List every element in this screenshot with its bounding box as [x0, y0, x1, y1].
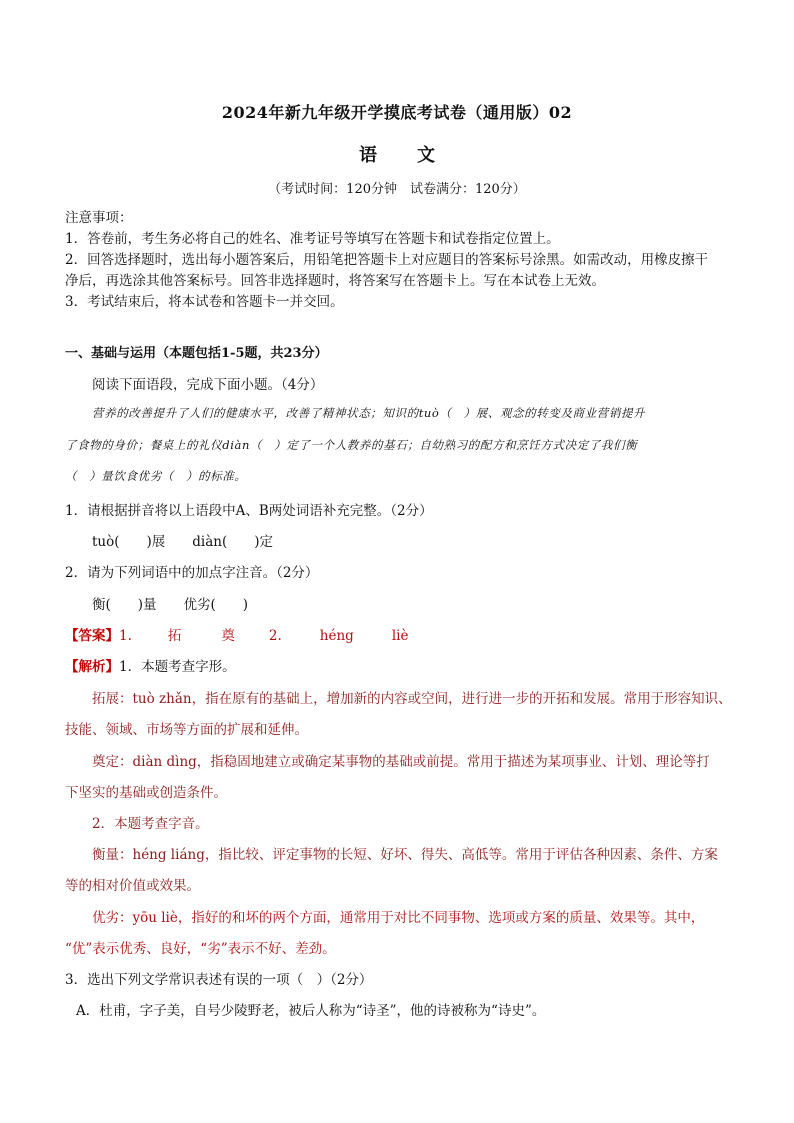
question-2-blanks: 衡( )量 优劣( ): [92, 597, 249, 613]
analysis-line-3: 奠定：diàn dìng，指稳固地建立或确定某事物的基础或前提。常用于描述为某项事业、计划、理论等打: [92, 754, 710, 770]
answer-tag: 【答案】: [65, 628, 119, 644]
question-3: 3．选出下列文学常识表述有误的一项（ ）（2分）: [65, 972, 373, 988]
answer-item: 拓: [167, 628, 182, 644]
section-heading: 一、基础与运用（本题包括1-5题，共23分）: [65, 346, 328, 361]
notice-item-2: 2．回答选择题时，选出每小题答案后，用铅笔把答题卡上对应题目的答案标号涂黑。如需改动，用橡皮擦干: [65, 252, 709, 268]
question-3-option-a: A．杜甫，字子美，自号少陵野老，被后人称为“诗圣”，他的诗被称为“诗史”。: [76, 1003, 546, 1019]
question-1-blanks: tuò( )展 diàn( )定: [92, 534, 274, 550]
notice-heading: 注意事项：: [65, 210, 133, 226]
notice-item-2-cont: 净后，再选涂其他答案标号。回答非选择题时，将答案写在答题卡上。写在本试卷上无效。: [65, 273, 605, 289]
passage-line-2: 了食物的身价；餐桌上的礼仪diàn（ ）定了一个人教养的基石；自幼熟习的配方和烹饪方式决定了我们衡: [65, 438, 638, 452]
analysis-line-9: “优”表示优秀、良好，“劣”表示不好、差劲。: [65, 941, 336, 957]
passage-line-1: 营养的改善提升了人们的健康水平，改善了精神状态；知识的tuò（ ）展、观念的转变及商业营销提升: [92, 406, 646, 420]
analysis-line-8: 优劣：yōu liè，指好的和坏的两个方面，通常用于对比不同事物、选项或方案的质量、效果等。其中，: [92, 910, 705, 926]
notice-item-3: 3．考试结束后，将本试卷和答题卡一并交回。: [65, 294, 344, 310]
passage-intro: 阅读下面语段，完成下面小题。（4分）: [92, 377, 324, 393]
exam-info: （考试时间：120分钟 试卷满分：120分）: [268, 182, 526, 197]
analysis-line-6: 衡量：héng liáng，指比较、评定事物的长短、好坏、得失、高低等。常用于评估各种因素、条件、方案: [92, 847, 718, 863]
analysis-line-7: 等的相对价值或效果。: [65, 878, 200, 894]
analysis-line: [65, 655, 236, 675]
exam-title: 2024年新九年级开学摸底考试卷（通用版）02: [221, 103, 573, 122]
analysis-line-2: 技能、领域、市场等方面的扩展和延伸。: [65, 722, 308, 738]
answer-item: héng: [319, 628, 354, 644]
question-2: 2．请为下列词语中的加点字注音。（2分）: [65, 565, 319, 581]
analysis-line-1: 拓展：tuò zhǎn，指在原有的基础上，增加新的内容或空间，进行进一步的开拓和发展。常用于形容知识、: [92, 691, 732, 707]
passage-line-3: （ ）量饮食优劣（ ）的标准。: [65, 469, 247, 483]
answer-item: 2.: [268, 628, 282, 644]
question-1: 1．请根据拼音将以上语段中A、B两处词语补充完整。（2分）: [65, 503, 433, 519]
answer-item: 奠: [221, 628, 235, 644]
answer-line: [65, 624, 432, 644]
analysis-line-4: 下坚实的基础或创造条件。: [65, 785, 227, 801]
subject-title: 语文: [359, 145, 475, 166]
answer-item: 1.: [119, 628, 132, 644]
answer-item: liè: [391, 628, 409, 644]
analysis-tag: 【解析】: [65, 659, 119, 675]
notice-item-1: 1．答卷前，考生务必将自己的姓名、准考证号等填写在答题卡和试卷指定位置上。: [65, 231, 560, 247]
analysis-line-5: 2．本题考查字音。: [92, 816, 209, 832]
analysis-first: 1．本题考查字形。: [119, 659, 236, 675]
